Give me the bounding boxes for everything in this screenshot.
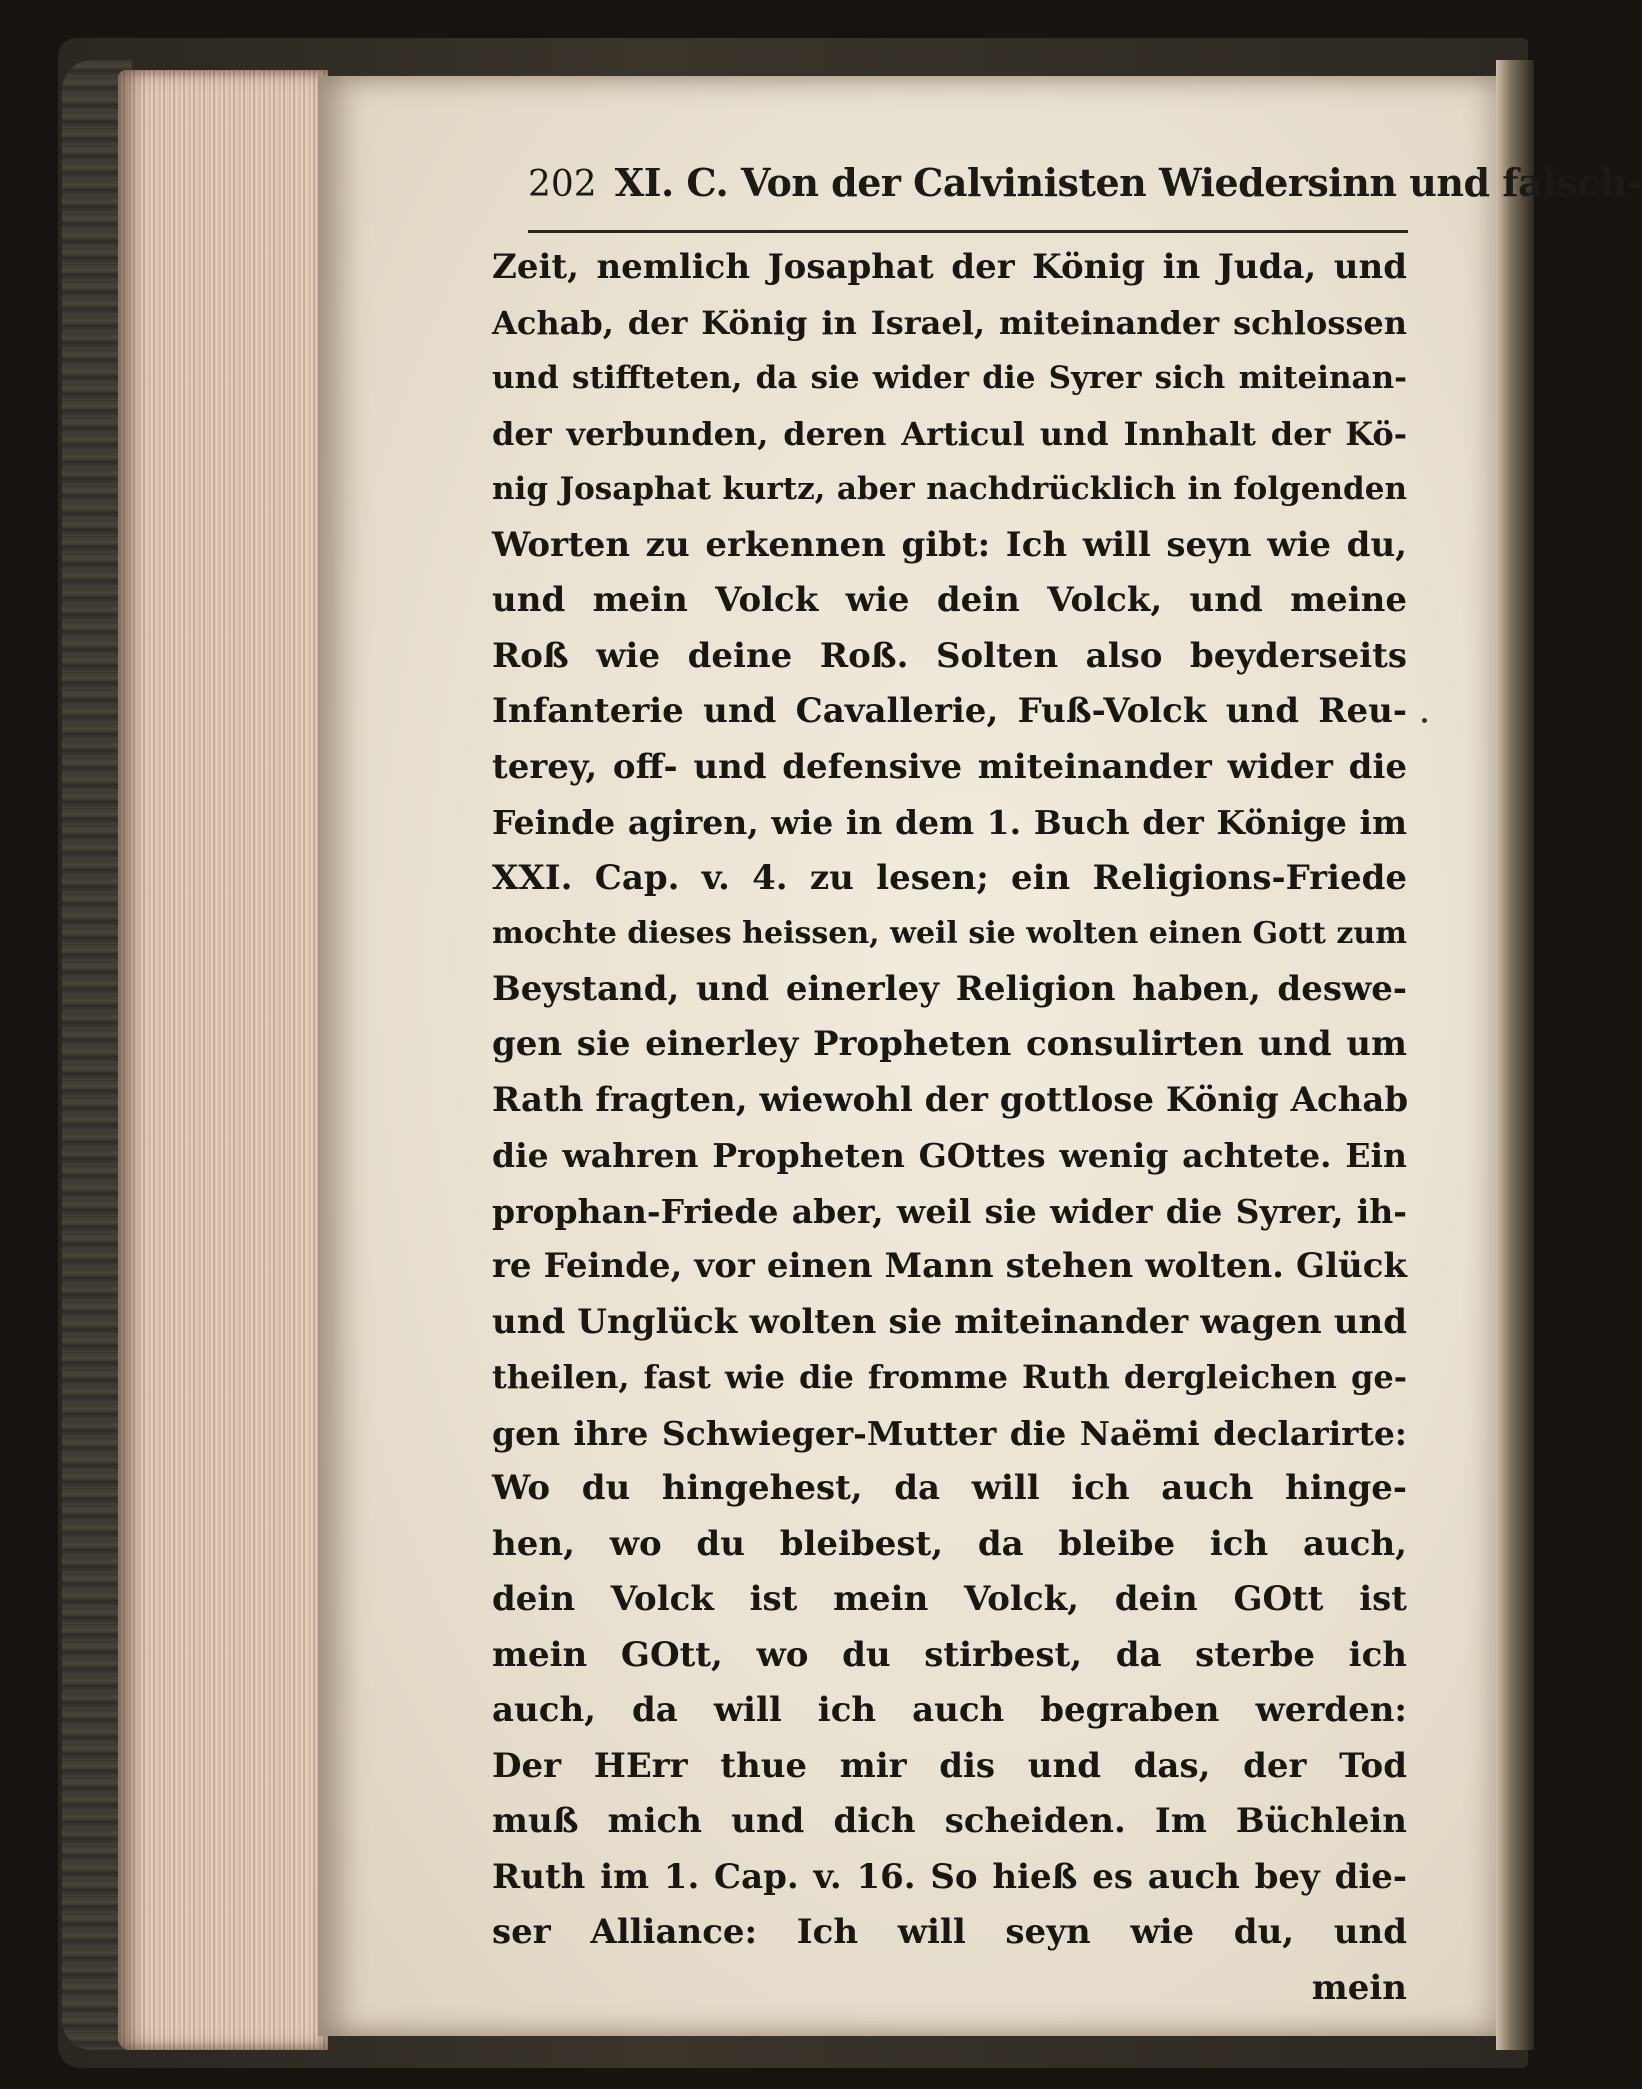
text-line: Der HErr thue mir dis und das, der Tod [492,1745,1407,1786]
text-line: hen, wo du bleibest, da bleibe ich auch, [492,1523,1407,1564]
text-line: und mein Volck wie dein Volck, und meine [492,580,1407,620]
text-line: ser Alliance: Ich will seyn wie du, und [492,1912,1407,1952]
text-line: Rath fragten, wiewohl der gottlose König Achab [492,1079,1409,1120]
text-line: Achab, der König in Israel, miteinander schlossen [492,303,1407,342]
text-line: Roß wie deine Roß. Solten also beyderseits [492,635,1407,676]
text-line: Worten zu erkennen gibt: Ich will seyn wie du, [492,524,1407,565]
text-line: muß mich und dich scheiden. Im Büchlein [492,1801,1407,1841]
text-line: prophan-Friede aber, weil sie wider die Syrer, ih- [492,1191,1407,1231]
text-line: terey, off- und defensive miteinander wider die [492,746,1407,787]
text-line: Ruth im 1. Cap. v. 16. So hieß es auch bey die- [492,1856,1407,1897]
ink-speck [1422,718,1427,723]
text-line: Feinde agiren, wie in dem 1. Buch der Könige im [492,803,1407,842]
page-number: 202 [528,164,597,205]
text-line: der verbunden, deren Articul und Innhalt der Kö- [492,414,1407,453]
text-line: nig Josaphat kurtz, aber nachdrücklich in folgenden [492,471,1407,507]
text-line: und Unglück wolten sie miteinander wagen und [492,1301,1407,1342]
header-rule [528,230,1408,233]
text-line: dein Volck ist mein Volck, dein GOtt ist [492,1579,1407,1619]
text-line: und stiffteten, da sie wider die Syrer sich miteinan- [492,360,1407,396]
running-head [528,160,1642,220]
running-title: XI. C. Von der Calvinisten Wiedersinn und falsch- [614,160,1642,205]
text-line: gen sie einerley Propheten consulirten und um [492,1024,1407,1064]
text-line: theilen, fast wie die fromme Ruth dergleichen ge- [492,1358,1407,1396]
text-line: Infanterie und Cavallerie, Fuß-Volck und Reu- [492,691,1407,731]
text-line: Wo du hingehest, da will ich auch hinge- [492,1468,1407,1508]
body-text [492,240,1407,2016]
text-line: XXI. Cap. v. 4. zu lesen; ein Religions-Friede [492,857,1407,898]
text-line: auch, da will ich auch begraben werden: [492,1690,1407,1730]
text-line: gen ihre Schwieger-Mutter die Naëmi declarirte: [492,1413,1407,1453]
text-line: mein GOtt, wo du stirbest, da sterbe ich [492,1634,1407,1675]
gutter-shadow [1496,60,1534,2050]
text-line: Beystand, und einerley Religion haben, deswe- [492,968,1407,1009]
catchword: mein [1311,1967,1407,2008]
page-edges [118,70,328,2050]
text-line: die wahren Propheten GOttes wenig achtete. Ein [492,1136,1407,1175]
text-line: mochte dieses heissen, weil sie wolten einen Gott zum [492,916,1407,951]
text-line: Zeit, nemlich Josaphat der König in Juda, und [492,247,1407,287]
text-line: re Feinde, vor einen Mann stehen wolten. Glück [492,1246,1407,1286]
